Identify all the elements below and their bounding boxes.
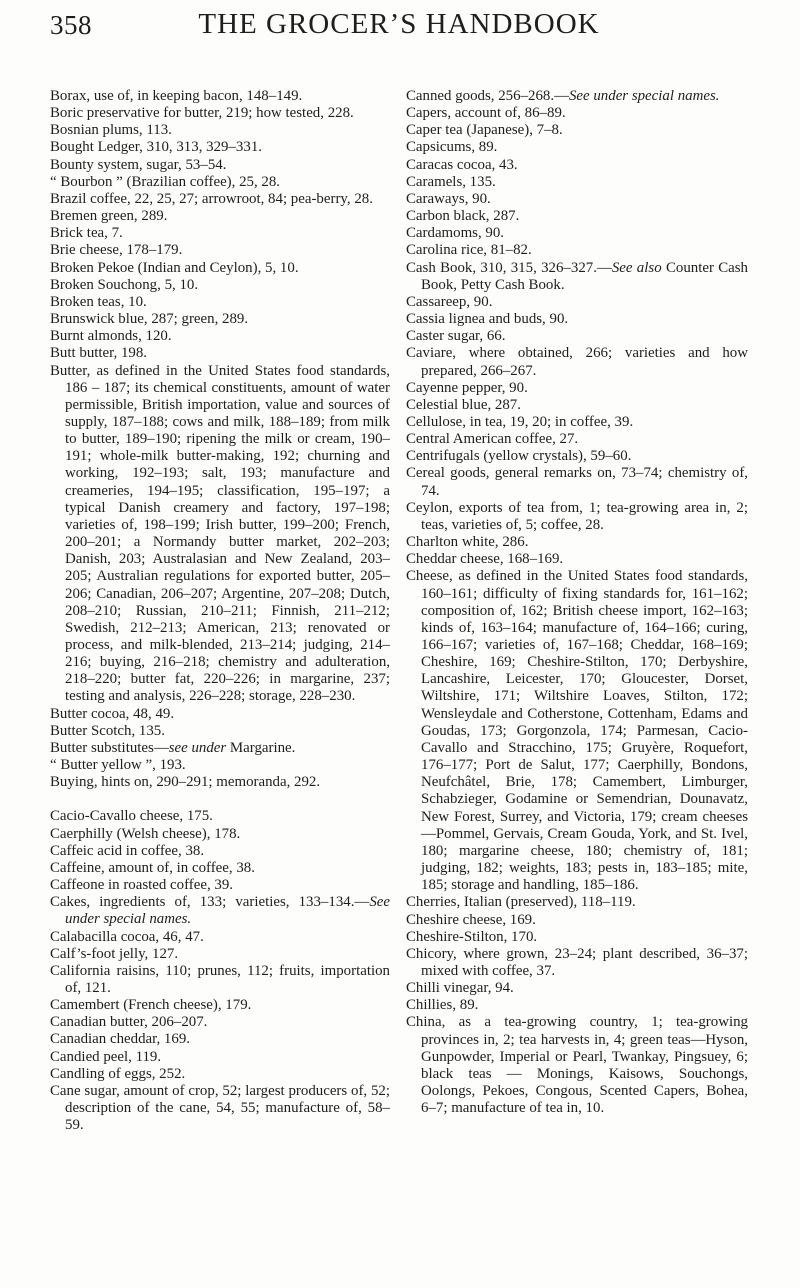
entry-text: Buying, hints on, 290–291; memoranda, 292. <box>50 774 321 791</box>
entry-text: Celestial blue, 287. <box>406 396 521 413</box>
index-entry <box>406 88 748 105</box>
index-entry <box>406 1014 748 1117</box>
entry-text: Cardamoms, 90. <box>406 225 505 242</box>
index-entry <box>50 157 390 174</box>
entry-text: Butter Scotch, 135. <box>50 722 165 739</box>
index-entry <box>406 225 748 242</box>
entry-text: Canned goods, 256–268.— <box>406 88 569 104</box>
entry-text: Cheese, as defined in the United States food standards, 160–161; difficulty of fixing standards for, 161–162; composition of, 162; British cheese import, 162–163; kinds of, 163–164; manufacture of, 164–166; curing, 166–167; varieties of, 167–168; Cheddar, 168–169; Cheshire, 169; Cheshire-Stilton, 170; Derbyshire, Lancashire, Leicester, 170; Gloucester, Dorset, Wiltshire, 171; Wiltshire Loaves, Stilton, 172; Wensleydale and Cotherstone, Cottenham, Edams and Goudas, 173; Gorgonzola, 174; Parmesan, Cacio-Cavallo and Stracchino, 175; Gruyère, Roquefort, 176–177; Port de Salut, 177; Caerphilly, Bondons, Neufchâtel, Brie, 178; Camembert, Limburger, Schabzieger, Godamine or Semendrian, Dounavatz, New Forest, Surrey, and Victoria, 179; cream cheeses—Pommel, Gervais, Cream Gouda, York, and St. Ivel, 180; margarine cheese, 180; chemistry of, 181; judging, 182; weights, 183; pests in, 183–185; mite, 185; storage and handling, 185–186. <box>406 568 748 894</box>
entry-text: Butter cocoa, 48, 49. <box>50 705 175 722</box>
entry-text: Caracas cocoa, 43. <box>406 156 518 173</box>
entry-text: Calf’s-foot jelly, 127. <box>50 945 179 962</box>
index-entry <box>406 448 748 465</box>
index-entry <box>50 139 390 156</box>
entry-text: Caper tea (Japanese), 7–8. <box>406 122 563 139</box>
index-entry <box>50 894 390 928</box>
entry-text: Cheshire cheese, 169. <box>406 911 536 928</box>
entry-cross-reference: See also <box>611 259 662 276</box>
index-entry <box>50 1066 390 1083</box>
index-entry <box>50 225 390 242</box>
index-entry <box>50 774 390 791</box>
index-entry <box>406 380 748 397</box>
index-entry <box>406 345 748 379</box>
index-entry <box>50 877 390 894</box>
entry-text: Chilli vinegar, 94. <box>406 980 514 997</box>
index-entry <box>406 534 748 551</box>
index-columns <box>50 88 748 1134</box>
index-entry <box>50 706 390 723</box>
entry-cross-reference: See under special names. <box>568 88 720 104</box>
running-head: THE GROCER’S HANDBOOK <box>198 8 600 40</box>
entry-text: Caviare, where obtained, 266; varieties and how prepared, 266–267. <box>406 345 748 379</box>
entry-text: Capers, account of, 86–89. <box>406 105 566 122</box>
entry-text: Brie cheese, 178–179. <box>50 242 183 259</box>
entry-text: Broken teas, 10. <box>50 293 147 310</box>
page-header <box>50 6 748 46</box>
index-entry <box>50 328 390 345</box>
entry-cross-reference: see under <box>168 739 227 756</box>
entry-text: Cheddar cheese, 168–169. <box>406 551 564 568</box>
index-entry <box>50 1083 390 1134</box>
index-entry <box>406 139 748 156</box>
index-entry <box>50 122 390 139</box>
entry-text: Brazil coffee, 22, 25, 27; arrowroot, 84; pea-berry, 28. <box>50 190 373 207</box>
left-column <box>50 88 390 1134</box>
entry-text: Caster sugar, 66. <box>406 328 506 345</box>
index-entry <box>50 260 390 277</box>
entry-text: Broken Souchong, 5, 10. <box>50 276 199 293</box>
index-entry <box>406 551 748 568</box>
entry-text: California raisins, 110; prunes, 112; fruits, importation of, 121. <box>50 962 390 996</box>
entry-text: Burnt almonds, 120. <box>50 328 172 345</box>
entry-text: Cakes, ingredients of, 133; varieties, 133–134.— <box>50 894 370 911</box>
index-entry <box>50 808 390 825</box>
index-entry <box>50 997 390 1014</box>
entry-text: Cassia lignea and buds, 90. <box>406 311 569 328</box>
index-entry <box>50 1049 390 1066</box>
index-entry <box>50 1031 390 1048</box>
index-entry <box>406 260 748 294</box>
entry-text: Cayenne pepper, 90. <box>406 379 528 396</box>
index-entry <box>406 929 748 946</box>
entry-text: Cassareep, 90. <box>406 293 493 310</box>
index-entry <box>50 1014 390 1031</box>
index-entry <box>50 963 390 997</box>
entry-text: China, as a tea-growing country, 1; tea-growing provinces in, 2; tea harvests in, 4; green teas—Hyson, Gunpowder, Imperial or Pearl, Twankay, Pingsuey, 6; black teas — Monings, Kaisows, Souchongs, Oolongs, Pekoes, Congous, Scented Capers, Bohea, 6–7; manufacture of tea in, 10. <box>406 1014 748 1117</box>
index-entry <box>406 311 748 328</box>
entry-text: Caffeine, amount of, in coffee, 38. <box>50 859 255 876</box>
section-gap <box>50 791 390 808</box>
index-entry <box>406 328 748 345</box>
index-entry <box>50 294 390 311</box>
entry-text: Canadian cheddar, 169. <box>50 1031 190 1048</box>
entry-text: Caramels, 135. <box>406 173 496 190</box>
page-number: 358 <box>50 10 92 40</box>
entry-text: Canadian butter, 206–207. <box>50 1014 208 1031</box>
index-entry <box>50 242 390 259</box>
index-page <box>0 6 800 1288</box>
entry-text: Calabacilla cocoa, 46, 47. <box>50 928 204 945</box>
entry-text: Bounty system, sugar, 53–54. <box>50 156 227 173</box>
entry-text: Centrifugals (yellow crystals), 59–60. <box>406 448 632 465</box>
entry-text: Cacio-Cavallo cheese, 175. <box>50 808 213 825</box>
entry-text: Candied peel, 119. <box>50 1048 162 1065</box>
index-entry <box>406 894 748 911</box>
index-entry <box>50 174 390 191</box>
entry-text: Carolina rice, 81–82. <box>406 242 532 259</box>
entry-text: Cash Book, 310, 315, 326–327.— <box>406 259 612 276</box>
entry-text: Charlton white, 286. <box>406 534 529 551</box>
index-entry <box>406 174 748 191</box>
index-entry <box>50 740 390 757</box>
entry-text: Carbon black, 287. <box>406 208 520 225</box>
index-entry <box>406 157 748 174</box>
entry-text: Cane sugar, amount of crop, 52; largest producers of, 52; description of the cane, 54, 55; manufacture of, 58–59. <box>50 1082 390 1134</box>
index-entry <box>50 757 390 774</box>
index-entry <box>50 860 390 877</box>
index-entry <box>406 397 748 414</box>
entry-text: Boric preservative for butter, 219; how tested, 228. <box>50 105 354 122</box>
index-entry <box>406 414 748 431</box>
index-entry <box>406 191 748 208</box>
index-entry <box>50 345 390 362</box>
index-entry <box>406 242 748 259</box>
entry-text: Borax, use of, in keeping bacon, 148–149. <box>50 88 303 104</box>
entry-cross-reference: See under special names. <box>65 894 390 928</box>
index-entry <box>50 843 390 860</box>
index-entry <box>406 980 748 997</box>
index-entry <box>406 122 748 139</box>
index-entry <box>50 946 390 963</box>
index-entry <box>406 568 748 894</box>
entry-text: Caerphilly (Welsh cheese), 178. <box>50 825 241 842</box>
index-entry <box>50 105 390 122</box>
index-entry <box>406 912 748 929</box>
entry-text: Bought Ledger, 310, 313, 329–331. <box>50 139 262 156</box>
index-entry <box>50 363 390 706</box>
entry-text: Brunswick blue, 287; green, 289. <box>50 311 249 328</box>
entry-text: Cereal goods, general remarks on, 73–74; chemistry of, 74. <box>406 465 748 499</box>
index-entry <box>50 826 390 843</box>
entry-text: Cheshire-Stilton, 170. <box>406 928 538 945</box>
entry-text: Caffeone in roasted coffee, 39. <box>50 877 234 894</box>
entry-text: Ceylon, exports of tea from, 1; tea-growing area in, 2; teas, varieties of, 5; coffee, 28. <box>406 499 748 533</box>
entry-text: Cherries, Italian (preserved), 118–119. <box>406 894 636 911</box>
index-entry <box>406 208 748 225</box>
entry-text: Broken Pekoe (Indian and Ceylon), 5, 10. <box>50 259 299 276</box>
entry-text: Cellulose, in tea, 19, 20; in coffee, 39. <box>406 413 634 430</box>
index-entry <box>50 88 390 105</box>
entry-text: Chicory, where grown, 23–24; plant described, 36–37; mixed with coffee, 37. <box>406 945 748 979</box>
entry-text: Caraways, 90. <box>406 190 491 207</box>
index-entry <box>50 208 390 225</box>
index-entry <box>50 311 390 328</box>
entry-text: “ Butter yellow ”, 193. <box>50 757 186 774</box>
entry-text-after: Margarine. <box>226 739 296 756</box>
index-entry <box>50 723 390 740</box>
entry-text: Central American coffee, 27. <box>406 431 579 448</box>
entry-text-after: Counter Cash Book, Petty Cash Book. <box>421 259 749 293</box>
entry-text: “ Bourbon ” (Brazilian coffee), 25, 28. <box>50 173 281 190</box>
entry-text: Brick tea, 7. <box>50 225 123 242</box>
entry-text: Bremen green, 289. <box>50 208 168 225</box>
index-entry <box>406 105 748 122</box>
entry-text: Capsicums, 89. <box>406 139 498 156</box>
entry-text: Chillies, 89. <box>406 997 479 1014</box>
index-entry <box>406 294 748 311</box>
index-entry <box>406 946 748 980</box>
index-entry <box>406 997 748 1014</box>
entry-text: Caffeic acid in coffee, 38. <box>50 842 205 859</box>
index-entry <box>50 191 390 208</box>
right-column <box>406 88 748 1134</box>
entry-text: Candling of eggs, 252. <box>50 1065 186 1082</box>
entry-text: Butter substitutes— <box>50 739 169 756</box>
entry-text: Camembert (French cheese), 179. <box>50 997 252 1014</box>
entry-text: Butt butter, 198. <box>50 345 148 362</box>
index-entry <box>406 465 748 499</box>
index-entry <box>50 929 390 946</box>
index-entry <box>406 431 748 448</box>
index-entry <box>50 277 390 294</box>
entry-text: Butter, as defined in the United States food standards, 186 – 187; its chemical constituents, amount of water permissible, British importation, value and sources of supply, 187–188; cows and milk, 188–189; from milk to butter, 189–190; ripening the milk or cream, 190–191; whole-milk butter-making, 192; churning and working, 192–193; salt, 193; manufacture and creameries, 194–195; classification, 195–197; a typical Danish creamery and factory, 197–198; varieties of, 198–199; Irish butter, 199–200; French, 200–201; a Normandy butter market, 202–203; Danish, 203; Australasian and New Zealand, 203–205; Australian regulations for exported butter, 205–206; Canadian, 206–207; Argentine, 207–208; Dutch, 208–210; Russian, 210–211; Finnish, 211–212; Swedish, 212–213; American, 213; renovated or process, and milk-blended, 213–214; judging, 214–216; buying, 216–218; chemistry and adulteration, 218–220; butter fat, 220–226; in margarine, 237; testing and analysis, 226–228; storage, 228–230. <box>50 362 390 705</box>
entry-text: Bosnian plums, 113. <box>50 122 172 139</box>
index-entry <box>406 500 748 534</box>
